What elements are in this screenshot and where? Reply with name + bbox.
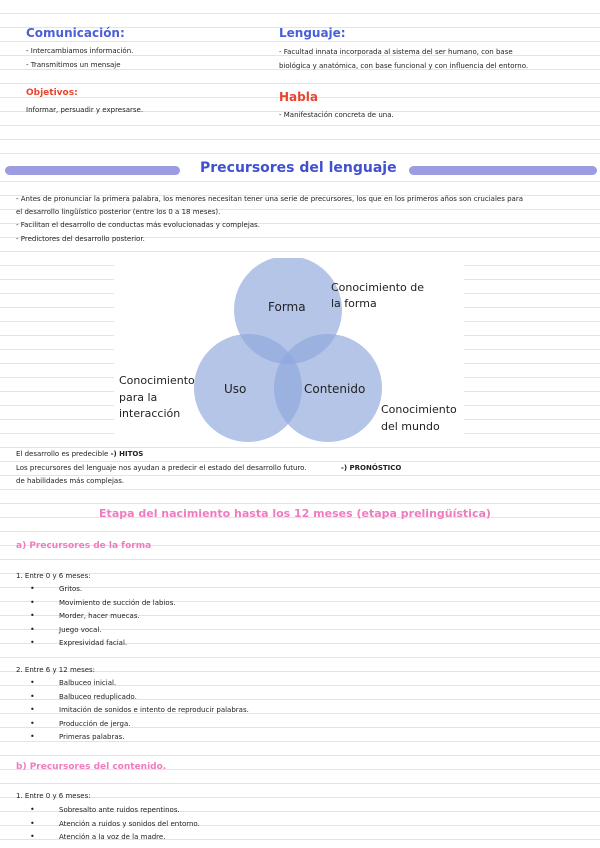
forma-group2-head: 2. Entre 6 y 12 meses: [16, 666, 96, 674]
list-item: Sobresalto ante ruidos repentinos. [59, 806, 180, 814]
intro-line: - Antes de pronunciar la primera palabra, los menores necesitan tener una serie de precursores, los que en los primeros años son cruciales para [16, 195, 523, 203]
objetivos-text: Informar, persuadir y expresarse. [26, 106, 144, 114]
note-pronostico: -) PRONÓSTICO [341, 464, 402, 472]
bullet-icon: • [30, 818, 35, 828]
list-item: Movimiento de succión de labios. [59, 598, 176, 607]
forma-section-title: a) Precursores de la forma [16, 541, 152, 551]
bullet-icon: • [30, 718, 35, 728]
bullet-icon: • [30, 705, 35, 715]
list-item: Expresividad facial. [59, 639, 128, 648]
venn-conoc-mundo [381, 402, 457, 435]
bullet-icon: • [30, 805, 35, 814]
contenido-section-title: b) Precursores del contenido. [16, 762, 167, 772]
venn-conoc-mundo-line: del mundo [381, 419, 440, 433]
list-item: Juego vocal. [59, 625, 102, 634]
bullet-icon: • [30, 611, 35, 621]
venn-conoc-inter-line: Conocimiento [119, 374, 195, 387]
bullet-icon: • [30, 832, 35, 842]
objetivos-title: Objetivos: [26, 88, 78, 98]
forma-group1-head: 1. Entre 0 y 6 meses: [16, 572, 91, 580]
note-line [16, 449, 143, 459]
venn-conoc-forma-line: la forma [331, 297, 377, 310]
list-item: Producción de jerga. [59, 719, 131, 728]
list-item: Gritos. [59, 585, 83, 593]
list-item: Balbuceo reduplicado. [59, 692, 137, 701]
list-item: Morder, hacer muecas. [59, 612, 140, 621]
list-item: Atención a la voz de la madre. [59, 833, 166, 842]
note-line: Los precursores del lenguaje nos ayudan a predecir el estado del desarrollo futuro. [16, 464, 307, 472]
bullet-icon: • [30, 638, 35, 648]
comunicacion-item: - Intercambiamos información. [26, 47, 134, 55]
bullet-icon: • [30, 678, 35, 687]
list-item: Balbuceo inicial. [59, 679, 117, 687]
intro-line: - Predictores del desarrollo posterior. [16, 235, 145, 243]
decorative-bar-right [409, 166, 597, 175]
list-item: Imitación de sonidos e intento de reproducir palabras. [59, 706, 249, 715]
bullet-icon: • [30, 691, 35, 701]
venn-diagram [114, 258, 464, 446]
intro-line: el desarrollo lingüístico posterior (entre los 0 a 18 meses). [16, 208, 221, 216]
comunicacion-item: - Transmitimos un mensaje [26, 61, 121, 69]
venn-label-forma: Forma [268, 300, 306, 314]
section-title: Precursores del lenguaje [200, 160, 397, 176]
venn-label-contenido: Contenido [304, 382, 366, 396]
venn-conoc-forma-line: Conocimiento de [331, 281, 425, 294]
lenguaje-line: biológica y anatómica, con base funcional y con influencia del entorno. [279, 62, 529, 70]
list-item: Atención a ruidos y sonidos del entorno. [59, 819, 200, 828]
etapa-title: Etapa del nacimiento hasta los 12 meses (etapa prelingüística) [99, 507, 491, 520]
bullet-icon: • [30, 732, 35, 742]
bullet-icon: • [30, 597, 35, 607]
habla-text: - Manifestación concreta de una. [279, 111, 394, 119]
bullet-icon: • [30, 584, 35, 593]
bullet-icon: • [30, 624, 35, 634]
note-text: El desarrollo es predecible [16, 450, 111, 458]
lenguaje-title: Lenguaje: [279, 26, 346, 40]
list-item: Primeras palabras. [59, 733, 125, 742]
contenido-group1-head: 1. Entre 0 y 6 meses: [16, 792, 91, 800]
venn-conoc-mundo-line: Conocimiento [381, 403, 457, 416]
venn-conoc-inter-line: interacción [119, 407, 181, 420]
venn-conoc-forma [331, 280, 424, 312]
venn-conoc-interaccion [119, 373, 195, 423]
habla-title: Habla [279, 90, 318, 104]
venn-label-uso: Uso [224, 382, 247, 396]
venn-conoc-inter-line: para la [119, 390, 158, 404]
intro-line: - Facilitan el desarrollo de conductas más evolucionadas y complejas. [16, 221, 260, 229]
decorative-bar-left [5, 166, 180, 175]
lenguaje-line: - Facultad innata incorporada al sistema del ser humano, con base [279, 48, 513, 56]
comunicacion-title: Comunicación: [26, 26, 125, 40]
note-line: de habilidades más complejas. [16, 477, 125, 485]
note-hitos: -) HITOS [110, 450, 144, 458]
